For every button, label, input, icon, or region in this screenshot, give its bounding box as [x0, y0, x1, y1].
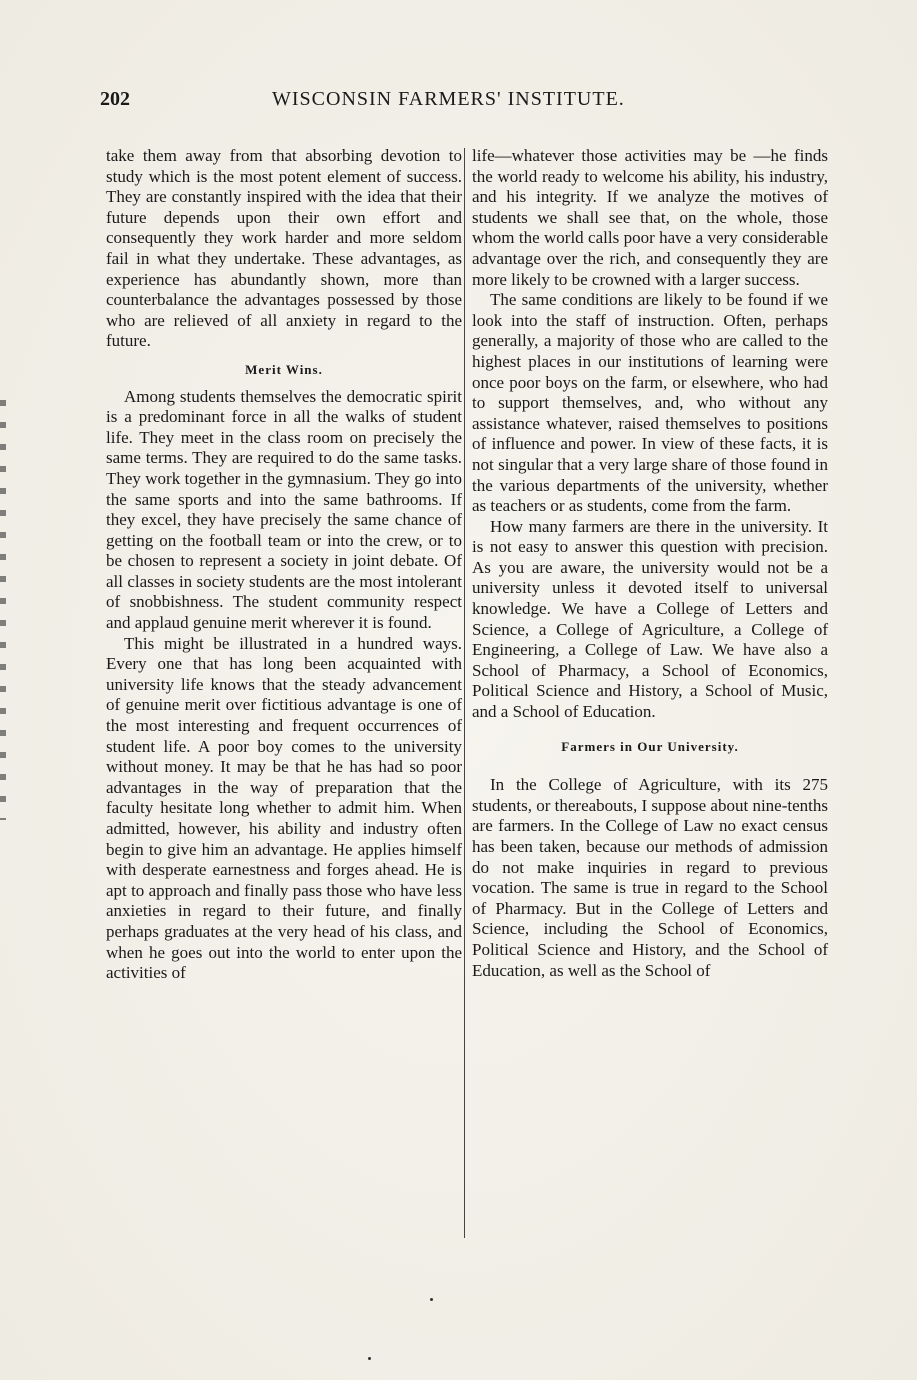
right-paragraph-3: How many farmers are there in the university. It is not easy to answer this question with precision. As you are aware, the university would not be a university unless it devoted itself to universal knowledge. We have a College of Letters and Science, a College of Agriculture, a College of Engineering, a College of Law. We have also a School of Pharmacy, a School of Economics, Political Science and History, a School of Music, and a School of Education.	[472, 516, 828, 722]
section-heading-merit-wins: Merit Wins.	[245, 361, 323, 377]
left-paragraph-1: take them away from that absorbing devotion to study which is the most potent element of success. They are constantly inspired with the idea that their future depends upon their own effort and consequently they work harder and more seldom fail in what they undertake. These advantages, as experience has abundantly shown, more than counterbalance the advantages possessed by those who are relieved of all anxiety in regard to the future.	[106, 146, 462, 351]
speck	[430, 1298, 433, 1301]
left-column	[106, 146, 462, 984]
right-paragraph-4: In the College of Agriculture, with its 275 students, or thereabouts, I suppose about nine-tenths are farmers. In the College of Law no exact census has been taken, because our methods of admission do not make inquiries in regard to previous vocation. The same is true in regard to the School of Pharmacy. But in the College of Letters and Science, including the School of Economics, Political Science and History, and the School of Education, as well as the School of	[472, 775, 828, 980]
page-number: 202	[100, 88, 130, 110]
left-paragraph-3: This might be illustrated in a hundred ways. Every one that has long been acquainted with university life knows that the steady advancement of genuine merit over fictitious advantage is one of the most interesting and frequent occurrences of student life. A poor boy comes to the university without money. It may be that he has had so poor advantages in the way of preparation that the faculty hesitate long whether to admit him. When admitted, however, his ability and industry often begin to give him an advantage. He applies himself with desperate earnestness and forges ahead. He is apt to approach and finally pass those who have less anxieties in regard to their future, and finally perhaps graduates at the very head of his class, and when he goes out into the world to enter upon the activities of	[106, 633, 462, 983]
speck	[368, 1357, 371, 1360]
right-paragraph-1: life—whatever those activities may be —he finds the world ready to welcome his ability, his industry, and his integrity. If we analyze the motives of students we shall see that, on the whole, those whom the world calls poor have a very considerable advantage over the rich, and consequently they are more likely to be crowned with a larger success.	[472, 146, 828, 289]
right-paragraph-2: The same conditions are likely to be found if we look into the staff of instruction. Often, perhaps generally, a majority of those who are called to the highest places in our institutions of learning were once poor boys on the farm, or elsewhere, who had to support themselves, and, who without any assistance whatever, raised themselves to positions of influence and power. In view of these facts, it is not singular that a very large share of those found in the various departments of the university, whether as teachers or as students, come from the farm.	[472, 290, 828, 516]
page-edge-shadow	[0, 400, 6, 820]
page-header	[100, 88, 830, 118]
left-paragraph-2: Among students themselves the democratic spirit is a predominant force in all the walks of student life. They meet in the class room on precisely the same terms. They are required to do the same tasks. They work together in the gymnasium. They go into the same sports and into the same bathrooms. If they excel, they have precisely the same chance of getting on the football team or into the crew, or to be chosen to represent a society in joint debate. Of all classes in society students are the most intolerant of snobbishness. The student community respect and applaud genuine merit wherever it is found.	[106, 386, 462, 633]
running-head: WISCONSIN FARMERS' INSTITUTE.	[272, 88, 625, 110]
section-heading-farmers-in-our-university: Farmers in Our University.	[561, 738, 739, 754]
right-column	[472, 146, 828, 981]
column-divider	[464, 148, 465, 1238]
